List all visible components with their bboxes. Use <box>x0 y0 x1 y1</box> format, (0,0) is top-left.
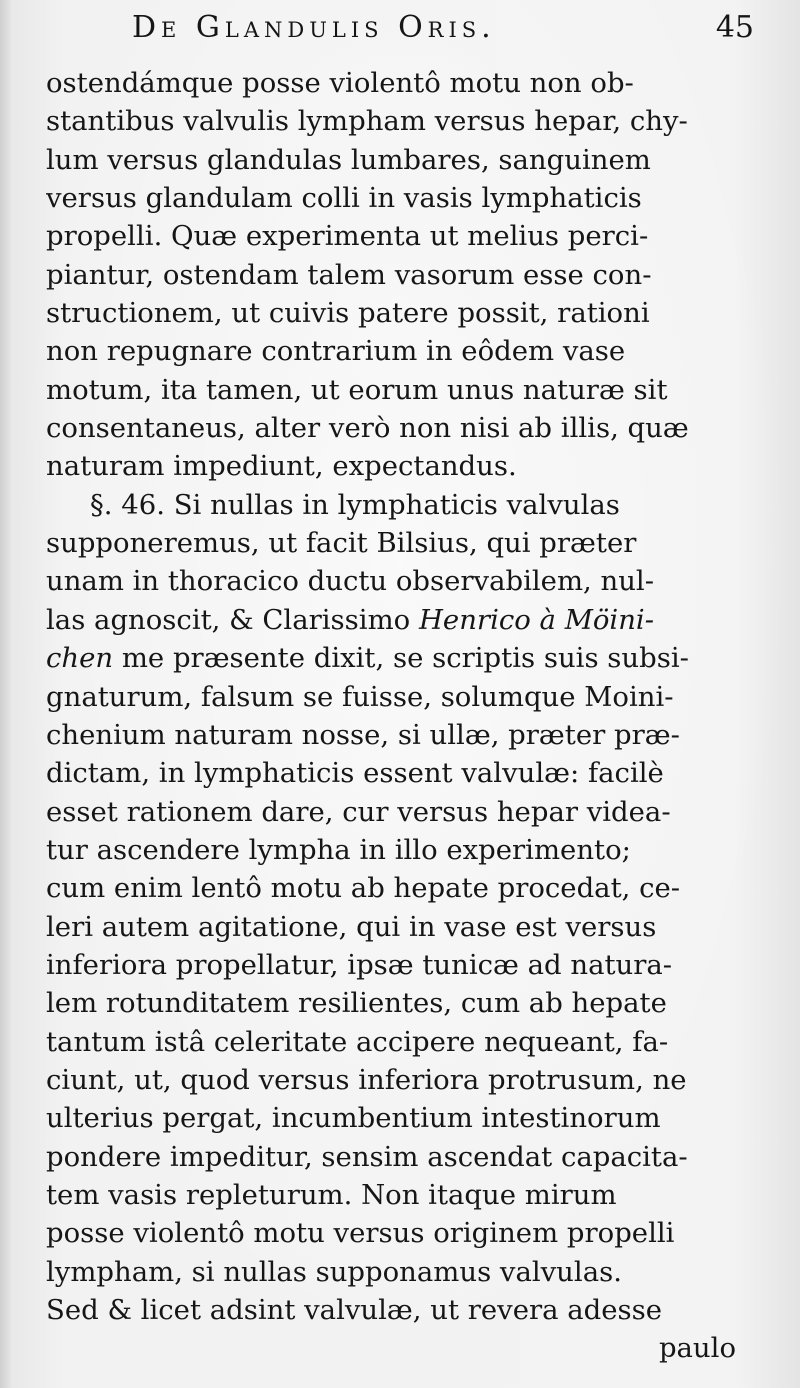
text-line: ulterius pergat, incumbentium intestinorum <box>46 1102 661 1135</box>
text-fragment: las agnoscit, & Clarissimo <box>46 603 411 636</box>
text-line: cum enim lentô motu ab hepate procedat, ce- <box>46 872 681 905</box>
text-line: naturam impediunt, expectandus. <box>46 450 517 483</box>
text-line: tantum istâ celeritate accipere nequeant, fa- <box>46 1025 669 1058</box>
text-line: esset rationem dare, cur versus hepar videa- <box>46 795 671 828</box>
text-line: lum versus glandulas lumbares, sanguinem <box>46 143 651 176</box>
text-line: Sed & licet adsint valvulæ, ut revera adesse <box>46 1294 663 1326</box>
italic-name: Henrico à Möini- <box>418 603 655 636</box>
text-line: chenium naturam nosse, si ullæ, præter præ- <box>46 718 680 751</box>
section-heading-line: §. 46. Si nullas in lymphaticis valvulas <box>90 488 620 521</box>
text-line: stantibus valvulis lympham versus hepar, chy- <box>46 105 688 138</box>
text-line <box>46 601 766 639</box>
text-line: propelli. Quæ experimenta ut melius perci- <box>46 220 649 253</box>
text-line: tem vasis repleturum. Non itaque mirum <box>46 1178 617 1211</box>
text-line: lympham, si nullas supponamus valvulas. <box>46 1255 622 1288</box>
body-text <box>46 64 766 1368</box>
running-title: De Glandulis Oris. <box>132 10 496 45</box>
catchword: paulo <box>658 1332 736 1365</box>
text-line: supponeremus, ut facit Bilsius, qui præter <box>46 527 637 560</box>
text-line: ostendámque posse violentô motu non ob- <box>46 67 634 99</box>
text-line: piantur, ostendam talem vasorum esse con- <box>46 258 652 291</box>
text-line: lem rotunditatem resilientes, cum ab hepate <box>46 987 667 1020</box>
text-line: ciunt, ut, quod versus inferiora protrusum, ne <box>46 1063 687 1096</box>
text-line: pondere impeditur, sensim ascendat capacita- <box>46 1140 688 1173</box>
text-line: unam in thoracico ductu observabilem, nul- <box>46 565 655 598</box>
italic-name: chen <box>46 642 114 675</box>
text-line: versus glandulam colli in vasis lymphaticis <box>46 182 642 215</box>
text-line: non repugnare contrarium in eôdem vase <box>46 335 626 368</box>
text-line: dictam, in lymphaticis essent valvulæ: facilè <box>46 757 664 790</box>
text-line: consentaneus, alter verò non nisi ab illis, quæ <box>46 412 689 445</box>
text-line: inferiora propellatur, ipsæ tunicæ ad natura- <box>46 948 673 981</box>
text-line: posse violentô motu versus originem propelli <box>46 1217 675 1250</box>
text-fragment: me præsente dixit, se scriptis suis subsi- <box>121 642 689 675</box>
text-line: gnaturum, falsum se fuisse, solumque Moini- <box>46 680 674 713</box>
text-line: tur ascendere lympha in illo experimento; <box>46 833 631 866</box>
text-line <box>46 639 766 677</box>
text-line: motum, ita tamen, ut eorum unus naturæ sit <box>46 373 668 406</box>
text-line: leri autem agitatione, qui in vase est versus <box>46 910 657 943</box>
running-head <box>60 6 760 46</box>
page-gutter <box>0 0 14 1388</box>
text-line: structionem, ut cuivis patere possit, rationi <box>46 297 650 330</box>
page-number: 45 <box>715 10 754 45</box>
